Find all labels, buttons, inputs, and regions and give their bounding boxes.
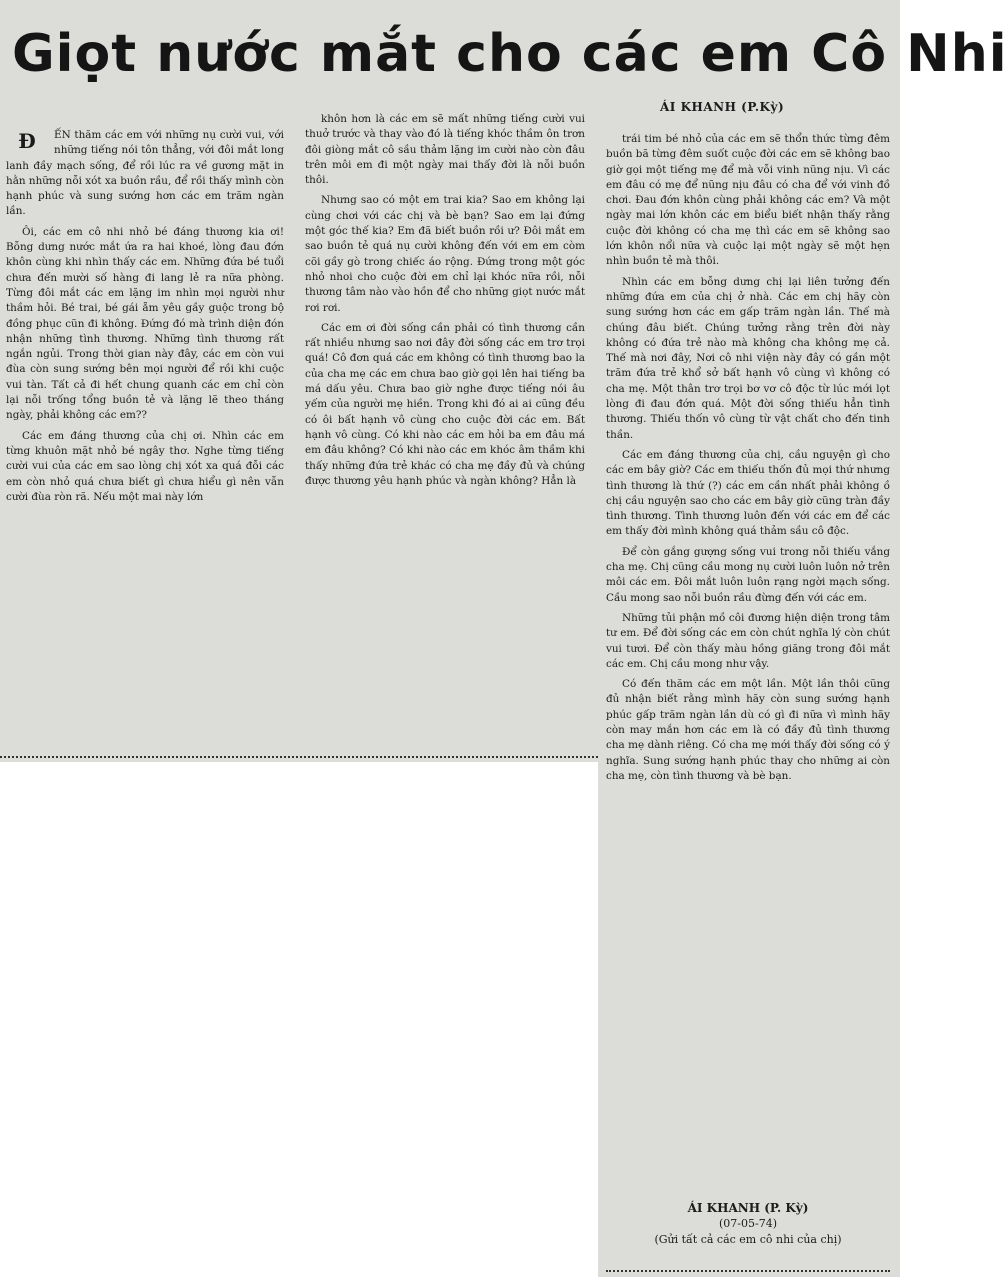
author-name: ÁI KHANH (P. Kỳ) <box>687 1201 809 1215</box>
paragraph: Các em ơi đời sống cần phải có tình thương cần rất nhiều nhưng sao nơi đây đời sống các em trơ trọi quá! Cô đơn quá các em không có tình thương bao la của cha mẹ các em chưa bao giờ gọi lên hai tiếng ba má dấu yêu. Chưa bao giờ nghe được tiếng nói âu yếm của người mẹ hiền. Trong khi đó ai ai cũng đều có ôi bất hạnh vô cùng cho cuộc đời các em. Bất hạnh vô cùng. Có khi nào các em hỏi ba em đâu má em đâu không? Có khi nào các em khóc âm thầm khi thấy những đứa trẻ khác có cha mẹ đầy đủ và chúng được thương yêu hạnh phúc và ngàn không? Hẳn là <box>305 321 585 487</box>
paragraph: Nhưng sao có một em trai kia? Sao em không lại cùng chơi với các chị và bè bạn? Sao em lại đứng một góc thế kia? Em đã biết buồn rồi ư? Đôi mắt em sao buồn tẻ quá nụ cười không đến với em em còm cõi gầy gò trong chiếc áo rộng. Đứng trong một góc nhỏ nhoi cho cuộc đời em chỉ lại khóc nữa rồi, nỗi thương tâm nào vào hồn để cho những giọt nước mắt rơi rơi. <box>305 194 585 314</box>
dedication-note: (Gửi tất cả các em cô nhi của chị) <box>654 1233 842 1246</box>
paragraph: Để còn gắng gượng sống vui trong nỗi thiếu vắng cha mẹ. Chị cũng cầu mong nụ cười luôn luôn nở trên môi các em. Đôi mắt luôn luôn rạng ngời mạch sống. Cầu mong sao nỗi buồn rầu đừng đến với các em. <box>606 545 890 604</box>
paragraph: Những tủi phận mồ côi đương hiện diện trong tâm tư em. Để đời sống các em còn chút nghĩa lý còn chút vui tươi. Để còn thấy màu hồng giăng trong đôi mắt các em. Chị cầu mong như vậy. <box>606 611 890 670</box>
article-headline: Giọt nước mắt cho các em Cô Nhi <box>12 24 1008 84</box>
dotted-rule <box>606 1270 890 1275</box>
article-column-1 <box>6 128 284 510</box>
article-signoff <box>606 1200 890 1270</box>
paragraph: Các em đáng thương của chị, cầu nguyện gì cho các em bây giờ? Các em thiếu thốn đủ mọi thứ nhưng tình thương là thứ (?) các em cần nhất phải không ồ chị cầu nguyện sao cho các em bây giờ cũng tràn đầy tình thương. Tình thương luôn đến với các em để các em thấy đời mình không quá thảm sầu cô độc. <box>606 448 890 538</box>
article-byline: ÁI KHANH (P.Kỳ) <box>660 100 785 114</box>
paragraph: Các em đáng thương của chị ơi. Nhìn các em từng khuôn mặt nhỏ bé ngây thơ. Nghe từng tiếng cười vui của các em sao lòng chị xót xa quá đỗi các em còn nhỏ quá chưa biết gì chưa hiểu gì nên vẫn cười đùa ròn rã. Nếu một mai này lớn <box>6 429 284 503</box>
paragraph: Ôi, các em cô nhi nhỏ bé đáng thương kia ơi! Bỗng dưng nước mắt ứa ra hai khoé, lòng đau đớn khôn cùng khi nhìn thấy các em. Những đứa bé tuổi chưa đến mười số hàng đi lang lẻ ra nữa phòng. Từng đôi mắt các em lặng im nhìn mọi người như thầm hỏi. Bé trai, bé gái ẵm yêu gầy guộc trong bộ đồng phục cũn đi không. Đứng đó mà trình diện đón nhận những tình thương. Những tình thương rất ngắn ngủi. Trong thời gian này đây, các em còn vui đùa còn sung sướng bên mọi người để rồi khi cuộc vui tàn. Tất cả đi hết chung quanh các em chỉ còn lại nỗi trống tổng buồn tẻ và lặng lẽ theo tháng ngày, phải không các em?? <box>6 225 284 422</box>
paragraph: Nhìn các em bỗng dưng chị lại liên tưởng đến những đứa em của chị ở nhà. Các em chị hãy còn sung sướng hơn các em gấp trăm ngàn lần. Thế mà chúng đâu biết. Chúng tưởng rằng trên đời này không có đứa trẻ nào mà không cha không mẹ cả. Thế mà nơi đây, Nơi cô nhi viện này đây có gần một trăm đứa trẻ khổ sở bất hạnh vô cùng vì không có cha mẹ. Một thân trơ trọi bơ vơ cô độc từ lúc mới lọt lòng đi đau đớn quá. Một đời sống thiếu hẳn tình thương. Thiếu thốn vô cùng từ vật chất cho đến tinh thần. <box>606 275 890 441</box>
article-column-2 <box>305 112 585 494</box>
article-date: (07-05-74) <box>718 1217 777 1230</box>
paragraph: khôn hơn là các em sẽ mất những tiếng cười vui thuở trước và thay vào đó là tiếng khóc thầm ôn trơn đôi giòng mắt cô sầu thảm lặng im cười nào còn đâu trên môi em đi một ngày mai thấy đời là nỗi buồn thôi. <box>305 113 585 187</box>
paragraph: trái tim bé nhỏ của các em sẽ thổn thức từng đêm buồn bã từng đêm suốt cuộc đời các em sẽ không bao giờ gọi một tiếng mẹ để mà vỗi vinh nũng nịu. Vì các em đâu có mẹ để nũng nịu đâu có cha để với vinh đồ chơi. Đau đớn khôn cùng phải không các em? Và một ngày mai lớn khôn các em biểu biết nhận thấy rằng cuộc đời không có cha mẹ thì các em sẽ không sao lớn khôn nổi nữa và cuộc lại một ngày sẽ một hẹn nhìn buồn tẻ mà thôi. <box>606 133 890 268</box>
drop-cap: Đ <box>18 129 36 153</box>
paragraph: Có đến thăm các em một lần. Một lần thôi cũng đủ nhận biết rằng mình hãy còn sung sướng hạnh phúc gấp trăm ngàn lần dù có gì đi nữa vì mình hãy còn may mắn hơn các em là có đầy đủ tình thương cha mẹ dành riêng. Có cha mẹ mới thấy đời sống có ý nghĩa. Sung sướng hạnh phúc thay cho những ai còn cha mẹ, còn tình thương và bè bạn. <box>606 678 890 782</box>
dotted-rule <box>0 756 598 762</box>
article-column-3 <box>606 132 890 789</box>
paragraph: ẾN thăm các em với những nụ cười vui, với những tiếng nói tôn thẳng, với đôi mắt long lanh đầy mạch sống, để rồi lúc ra về gương mặt in hằn những nỗi xót xa buồn rầu, để rồi thấy mình còn hạnh phúc và sung sướng hơn các em trăm ngàn lần. <box>6 129 284 218</box>
